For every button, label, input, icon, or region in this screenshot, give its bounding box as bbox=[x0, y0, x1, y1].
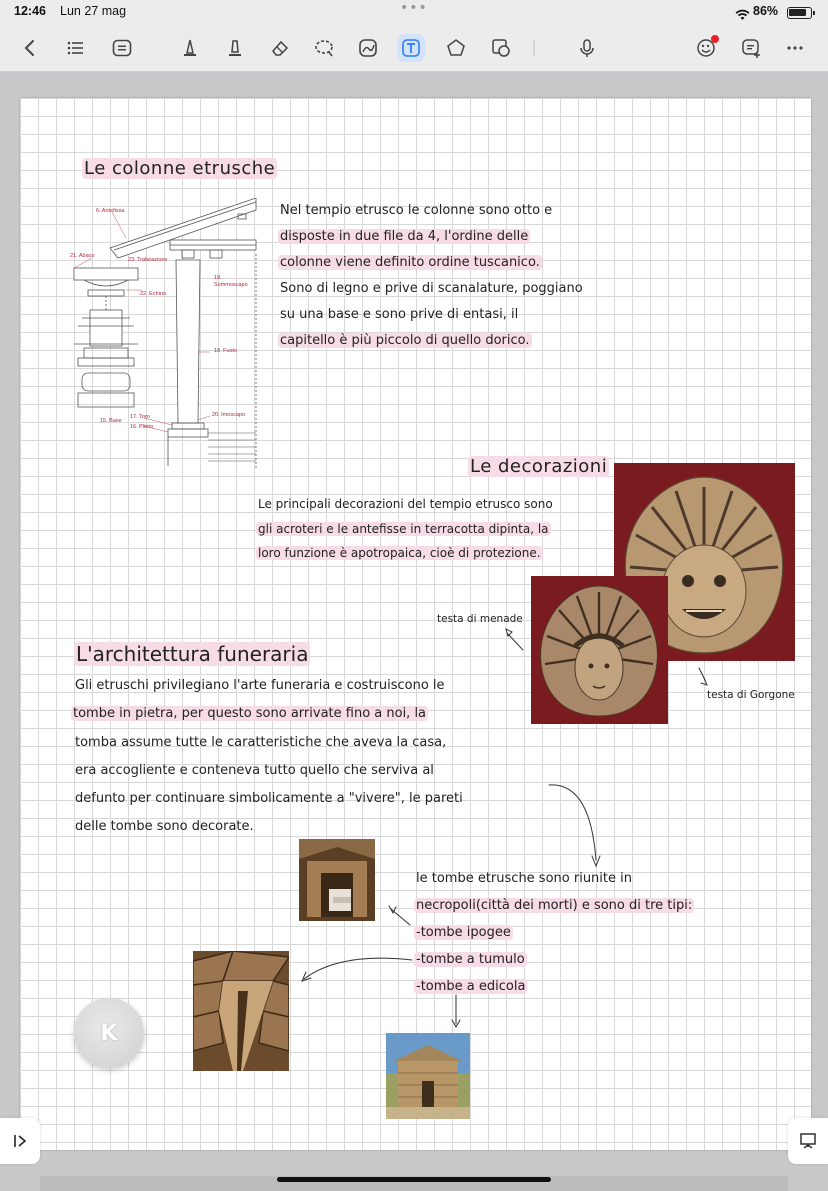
colonne-line-3: colonne viene definito ordine tuscanico. bbox=[280, 255, 540, 270]
notification-dot bbox=[711, 35, 719, 43]
decorazioni-line-2: gli acroteri e le antefisse in terracotta dipinta, la bbox=[258, 522, 549, 536]
label-sommoscapo-num: 19. bbox=[214, 275, 222, 281]
elements-icon[interactable] bbox=[487, 34, 515, 62]
decorazioni-line-1: Le principali decorazioni del tempio etrusco sono bbox=[258, 497, 553, 511]
tombe-line-3: -tombe ipogee bbox=[416, 925, 511, 940]
home-indicator[interactable] bbox=[277, 1177, 551, 1182]
funeraria-line-6: delle tombe sono decorate. bbox=[75, 819, 254, 834]
colonne-line-4: Sono di legno e prive di scanalature, poggiano bbox=[280, 281, 583, 296]
list-icon[interactable] bbox=[62, 34, 90, 62]
sticker-icon[interactable] bbox=[354, 34, 382, 62]
battery-icon bbox=[787, 7, 812, 19]
colonne-line-1: Nel tempio etrusco le colonne sono otto e bbox=[280, 203, 553, 218]
status-bar bbox=[0, 0, 828, 26]
section-title-decorazioni: Le decorazioni bbox=[470, 456, 608, 477]
menade-photo[interactable] bbox=[531, 576, 668, 724]
text-icon[interactable] bbox=[397, 34, 425, 62]
status-date: Lun 27 mag bbox=[60, 4, 127, 18]
battery-fill bbox=[789, 9, 806, 16]
label-testa-menade: testa di menade bbox=[437, 613, 523, 625]
tombe-line-5: -tombe a edicola bbox=[416, 979, 526, 994]
pen-icon[interactable] bbox=[176, 34, 204, 62]
multitasking-dots-icon[interactable]: ••• bbox=[400, 0, 428, 16]
toolbar bbox=[0, 26, 828, 72]
tomba-tumulo-photo[interactable] bbox=[193, 951, 289, 1071]
funeraria-line-1: Gli etruschi privilegiano l'arte funeraria e costruiscono le bbox=[75, 678, 445, 693]
lasso-icon[interactable] bbox=[310, 34, 338, 62]
label-plinto: 16. Plinto bbox=[130, 424, 153, 430]
presentation-tab[interactable] bbox=[788, 1118, 828, 1164]
label-fusto: 18. Fusto bbox=[214, 348, 237, 354]
label-imoscapo: 20. Imoscapo bbox=[212, 412, 246, 418]
funeraria-line-3: tomba assume tutte le caratteristiche che aveva la casa, bbox=[75, 735, 447, 750]
label-trabeazione: 23. Trabeazione bbox=[128, 257, 168, 263]
expand-sidebar-tab[interactable] bbox=[0, 1118, 40, 1164]
collapse-floating-button[interactable] bbox=[74, 998, 144, 1068]
collapse-icon: K bbox=[100, 1020, 118, 1046]
funeraria-line-2: tombe in pietra, per questo sono arrivate fino a noi, la bbox=[73, 706, 427, 721]
label-base: 15. Base bbox=[100, 418, 122, 424]
toolbar-divider bbox=[527, 34, 541, 62]
label-toro: 17. Toro bbox=[130, 414, 150, 420]
colonne-line-6: capitello è più piccolo di quello dorico. bbox=[280, 333, 530, 348]
eraser-icon[interactable] bbox=[266, 34, 294, 62]
expand-arrow-icon bbox=[12, 1132, 28, 1150]
presentation-icon bbox=[799, 1132, 817, 1150]
label-echino: 22. Echino bbox=[140, 291, 166, 297]
tomba-ipogea-photo[interactable] bbox=[299, 839, 375, 921]
battery-percent: 86% bbox=[753, 4, 779, 18]
colonne-line-2: disposte in due file da 4, l'ordine delle bbox=[280, 229, 529, 244]
mic-icon[interactable] bbox=[573, 34, 601, 62]
back-icon[interactable] bbox=[16, 34, 44, 62]
label-sommoscapo: Sommoscapo bbox=[214, 282, 248, 288]
section-title-funeraria: L'architettura funeraria bbox=[76, 642, 309, 666]
section-title-colonne: Le colonne etrusche bbox=[84, 158, 276, 179]
tombe-line-1: le tombe etrusche sono riunite in bbox=[416, 871, 632, 886]
tomba-edicola-photo[interactable] bbox=[386, 1033, 470, 1119]
add-page-icon[interactable] bbox=[737, 34, 765, 62]
funeraria-line-4: era accogliente e conteneva tutto quello che serviva al bbox=[75, 763, 434, 778]
column-diagram bbox=[70, 198, 260, 468]
colonne-line-5: su una base e sono prive di entasi, il bbox=[280, 307, 519, 322]
highlighter-icon[interactable] bbox=[221, 34, 249, 62]
decorazioni-line-3: loro funzione è apotropaica, cioè di protezione. bbox=[258, 546, 541, 560]
funeraria-line-5: defunto per continuare simbolicamente a "vivere", le pareti bbox=[75, 791, 463, 806]
label-testa-gorgone: testa di Gorgone bbox=[707, 689, 795, 701]
status-time: 12:46 bbox=[14, 4, 46, 18]
tombe-line-4: -tombe a tumulo bbox=[416, 952, 525, 967]
label-abaco: 21. Abaco bbox=[70, 253, 95, 259]
outline-icon[interactable] bbox=[108, 34, 136, 62]
more-icon[interactable] bbox=[781, 34, 809, 62]
tombe-line-2: necropoli(città dei morti) e sono di tre tipi: bbox=[416, 898, 693, 913]
collab-icon[interactable] bbox=[692, 34, 720, 62]
shapes-icon[interactable] bbox=[442, 34, 470, 62]
label-antefissa: 6. Antefissa bbox=[96, 208, 125, 214]
wifi-icon bbox=[735, 6, 750, 25]
